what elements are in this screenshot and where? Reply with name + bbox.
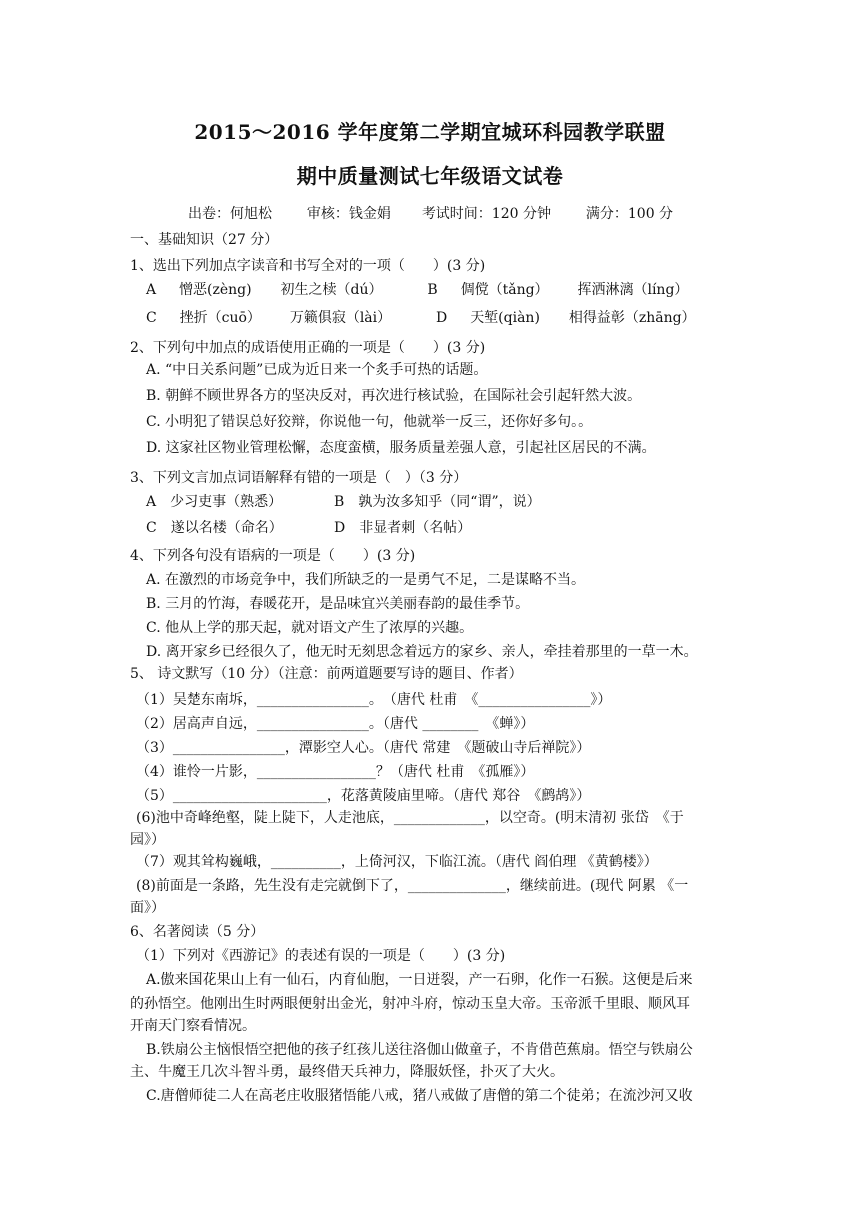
- q4-option-a: A. 在激烈的市场竞争中，我们所缺乏的一是勇气不足，二是谋略不当。: [146, 572, 586, 588]
- q1-option-d1: 天堑(qiàn): [470, 310, 540, 326]
- q5-item-2: （2）居高声自远，________________。（唐代 ________ 《蝉》）: [136, 716, 535, 732]
- q5-item-4: （4）谁怜一片影，_________________？（唐代 杜甫 《孤雁》）: [136, 764, 535, 780]
- q1-option-b1: 倜傥（tǎng）: [460, 282, 549, 298]
- q6-option-b-line2: 主、牛魔王几次斗智斗勇，最终借天兵神力，降服妖怪，扑灭了大火。: [130, 1064, 564, 1080]
- q5-item-3: （3）________________，潭影空人心。（唐代 常建 《题破山寺后禅院》）: [136, 740, 591, 756]
- q2-option-b: B. 朝鲜不顾世界各方的坚决反对，再次进行核试验，在国际社会引起轩然大波。: [146, 388, 642, 404]
- q5-item-8-cont: 面》）: [130, 900, 165, 916]
- q1-option-c2: 万籁俱寂（lài）: [289, 310, 392, 326]
- q1-option-a-label: A: [146, 282, 157, 298]
- meta-time: 考试时间：120 分钟: [421, 206, 551, 222]
- meta-score: 满分：100 分: [585, 206, 674, 222]
- q3-options-row2: [146, 518, 471, 538]
- q5-item-1: （1）吴楚东南坼，________________。 （唐代 杜甫 《________________》）: [136, 692, 612, 708]
- q5-item-6: (6)池中奇峰绝壑，陡上陡下，人走池底，_____________，以空奇。(明末清初 张岱 《于: [136, 810, 684, 826]
- q3-stem: 3、下列文言加点词语解释有错的一项是（ ）（3 分）: [130, 470, 468, 486]
- q6-option-a-line1: A.傲来国花果山上有一仙石，内育仙胞，一日迸裂，产一石卵，化作一石猴。这便是后来: [146, 972, 693, 988]
- q3-options-row1: [146, 492, 541, 512]
- q1-options-row1: [146, 280, 688, 300]
- q5-stem: 5、 诗文默写（10 分）（注意：前两道题要写诗的题目、作者）: [130, 666, 523, 682]
- q5-item-6-cont: 园》）: [130, 832, 165, 848]
- q4-option-d: D. 离开家乡已经很久了，他无时无刻思念着远方的家乡、亲人，牵挂着那里的一草一木。: [146, 644, 698, 660]
- q1-option-b2: 挥洒淋漓（líng）: [577, 282, 689, 298]
- q4-stem: 4、下列各句没有语病的一项是（ ）(3 分): [130, 548, 416, 564]
- q1-option-c1: 挫折（cuō）: [179, 310, 261, 326]
- meta-reviewer: 审核：钱金娟: [306, 206, 391, 222]
- q6-option-b-line1: B.铁扇公主恼恨悟空把他的孩子红孩儿送往洛伽山做童子，不肯借芭蕉扇。悟空与铁扇公: [146, 1042, 693, 1058]
- q3-option-b: B 孰为汝多知乎（同“谓”，说）: [334, 494, 541, 510]
- exam-meta: [188, 204, 673, 224]
- q6-sub1-stem: （1）下列对《西游记》的表述有误的一项是（ ）(3 分): [136, 948, 506, 964]
- q5-item-5: （5）______________________，花落黄陵庙里啼。（唐代 郑谷 《鹧鸪》）: [136, 788, 591, 804]
- q6-option-c-line1: C.唐僧师徒二人在高老庄收服猪悟能八戒，猪八戒做了唐僧的第二个徒弟；在流沙河又收: [146, 1088, 693, 1104]
- q3-option-a: A 少习吏事（熟悉）: [146, 494, 283, 510]
- q1-option-b-label: B: [427, 282, 438, 298]
- q3-option-d: D 非显者刺（名帖）: [334, 520, 472, 536]
- q1-stem: 1、选出下列加点字读音和书写全对的一项（ ）(3 分): [130, 258, 486, 274]
- q2-stem: 2、下列句中加点的成语使用正确的一项是（ ）(3 分): [130, 340, 486, 356]
- q2-option-c: C. 小明犯了错误总好狡辩，你说他一句，他就举一反三，还你好多句。。: [146, 414, 593, 430]
- q5-item-7: （7）观其耸构巍峨，__________，上倚河汉，下临江流。（唐代 阎伯理 《黄鹤楼》）: [136, 854, 658, 870]
- q6-option-a-line2: 的孙悟空。他刚出生时两眼便射出金光，射冲斗府，惊动玉皇大帝。玉帝派千里眼、顺风耳: [130, 996, 690, 1012]
- q5-item-8: (8)前面是一条路，先生没有走完就倒下了，______________，继续前进。(现代 阿累 《一: [136, 878, 689, 894]
- exam-title-line1: 2015～2016 学年度第二学期宜城环科园教学联盟: [194, 120, 666, 144]
- q1-option-d-label: D: [436, 310, 448, 326]
- q1-options-row2: [146, 308, 696, 328]
- meta-author: 出卷：何旭松: [188, 206, 272, 222]
- q1-option-c-label: C: [146, 310, 157, 326]
- q2-option-a: A. “中日关系问题”已成为近日来一个炙手可热的话题。: [146, 362, 488, 378]
- q6-option-a-line3: 开南天门察看情况。: [130, 1018, 256, 1034]
- q1-option-a1: 憎恶(zèng): [179, 282, 252, 298]
- q3-option-c: C 遂以名楼（命名）: [146, 520, 283, 536]
- q2-option-d: D. 这家社区物业管理松懈，态度蛮横，服务质量差强人意，引起社区居民的不满。: [146, 440, 656, 456]
- q4-option-b: B. 三月的竹海，春暖花开，是品味宜兴美丽春韵的最佳季节。: [146, 596, 530, 612]
- q6-stem: 6、名著阅读（5 分）: [130, 924, 265, 940]
- q4-option-c: C. 他从上学的那天起，就对语文产生了浓厚的兴趣。: [146, 620, 474, 636]
- section-heading: 一、基础知识（27 分）: [130, 232, 279, 248]
- q1-option-d2: 相得益彰（zhāng）: [568, 310, 696, 326]
- q1-option-a2: 初生之椟（dú）: [280, 282, 383, 298]
- exam-title-line2: 期中质量测试七年级语文试卷: [296, 164, 564, 188]
